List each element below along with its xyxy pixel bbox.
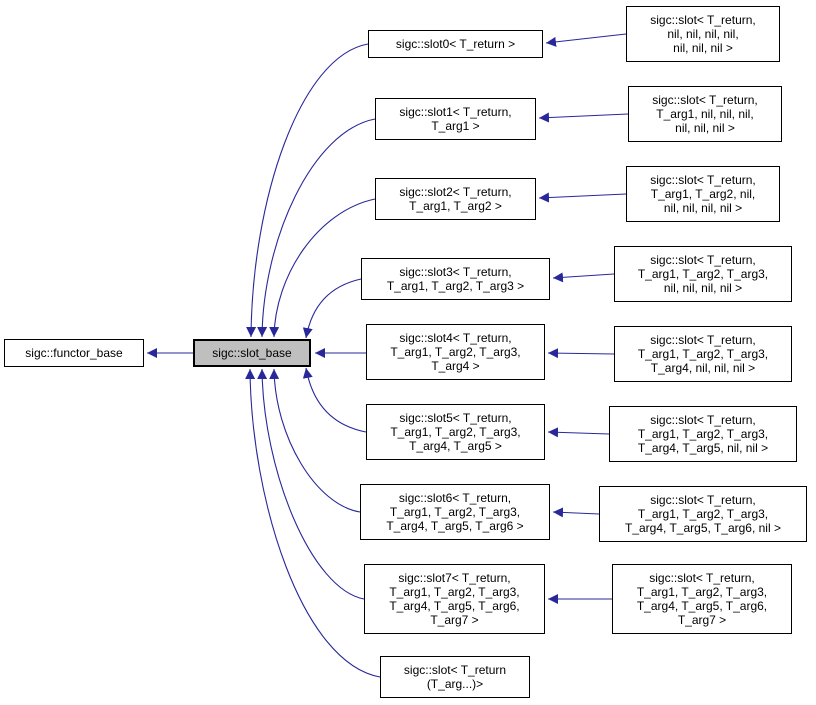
node-label-line: T_arg1, T_arg2, T_arg3 > [386,279,525,293]
node-label-line: nil, nil, nil > [675,121,735,135]
node-label-line: sigc::slot7< T_return, [398,571,511,585]
node-label-line: sigc::slot< T_return, [652,93,758,107]
edge-spec4-to-slot4 [548,353,614,354]
edge-slot3-to-slot-base [306,279,361,338]
node-label-line: T_arg4, T_arg5, T_arg6, nil > [625,521,781,535]
node-spec-slot-arg1[interactable] [628,86,782,142]
node-slot7[interactable] [364,564,545,634]
node-label-line: T_arg1, T_arg2, T_arg3, [389,585,520,599]
node-sigc-functor-base[interactable] [4,339,144,367]
node-spec-slot-arg2[interactable] [626,166,780,222]
node-label-line: sigc::slot< T_return, [649,571,755,585]
node-label-line: sigc::slot0< T_return > [395,37,516,51]
edge-spec3-to-slot3 [553,274,614,278]
node-label-line: T_arg4, T_arg5, T_arg6 > [386,519,524,533]
node-slot6[interactable] [360,484,550,540]
node-label-line: T_arg1, T_arg2 > [409,199,502,213]
edge-slot5-to-slot-base [306,368,366,432]
node-label-line: T_arg1, T_arg2, T_arg3, [637,427,769,441]
edge-slot0-to-slot-base [251,44,368,337]
node-label-line: nil, nil, nil, nil, [667,27,739,41]
node-label-line: nil, nil, nil, nil > [663,201,743,215]
node-spec-slot-arg5[interactable] [609,406,797,462]
node-label-line: sigc::slot< T_return, [650,13,756,27]
edge-spec2-to-slot2 [539,194,626,198]
edge-slot1-to-slot-base [262,119,375,337]
node-label-line: T_arg4, T_arg5 > [409,439,502,453]
node-label-line: sigc::slot5< T_return, [399,411,512,425]
node-label-line: sigc::slot2< T_return, [399,185,512,199]
node-spec-slot-arg7[interactable] [612,564,792,634]
node-label-line: sigc::slot< T_return, [650,413,756,427]
node-label-line: T_arg4, nil, nil, nil > [650,361,756,375]
node-label-line: (T_arg...)> [426,677,484,691]
node-label-line: T_arg4, T_arg5, nil, nil > [637,441,769,455]
edge-spec6-to-slot6 [553,512,599,514]
node-label-line: sigc::slot_base [212,346,292,360]
node-label-line: sigc::slot4< T_return, [399,331,512,345]
node-label-line: T_arg1 > [431,119,480,133]
node-label-line: T_arg1, T_arg2, T_arg3, [637,347,769,361]
node-label-line: sigc::slot< T_return, [650,253,756,267]
edge-spec0-to-slot0 [546,34,626,43]
node-spec-slot-arg4[interactable] [614,326,792,382]
node-label-line: T_arg1, T_arg2, nil, [650,187,756,201]
node-label-line: sigc::slot< T_return [403,663,507,677]
edge-spec5-to-slot5 [548,432,609,434]
node-label-line: T_arg1, T_arg2, T_arg3, [637,507,769,521]
node-slot0[interactable] [368,30,543,58]
node-label-line: sigc::functor_base [25,346,123,360]
node-label-line: sigc::slot3< T_return, [399,265,512,279]
node-label-line: sigc::slot1< T_return, [399,105,512,119]
node-spec-slot-arg3[interactable] [614,246,792,302]
node-label-line: T_arg1, T_arg2, T_arg3, [389,505,521,519]
node-label-line: T_arg1, nil, nil, nil, [656,107,754,121]
node-label-line: T_arg1, T_arg2, T_arg3, [390,345,521,359]
node-label-line: T_arg7 > [430,613,479,627]
node-label-line: T_arg7 > [677,613,727,627]
node-label-line: sigc::slot6< T_return, [398,491,512,505]
node-label-line: T_arg1, T_arg2, T_arg3, [390,425,521,439]
node-label-line: sigc::slot< T_return, [650,333,756,347]
node-slot3[interactable] [361,258,550,300]
node-label-line: nil, nil, nil > [673,41,733,55]
node-label-line: T_arg1, T_arg2, T_arg3, [636,585,768,599]
node-label-line: T_arg1, T_arg2, T_arg3, [637,267,769,281]
edge-spec1-to-slot1 [539,114,628,118]
node-spec-slot-nil7[interactable] [626,6,780,62]
node-label-line: sigc::slot< T_return, [650,493,756,507]
node-label-line: nil, nil, nil, nil > [663,281,743,295]
node-sigc-slot-base [193,339,311,367]
edge-slot6-to-slot-base [274,369,360,512]
node-label-line: T_arg4, T_arg5, T_arg6, [389,599,520,613]
node-slot2[interactable] [375,178,536,220]
node-label-line: T_arg4 > [431,359,480,373]
node-slot1[interactable] [375,98,536,140]
node-slot-variadic[interactable] [380,656,530,698]
node-spec-slot-arg6[interactable] [599,486,807,542]
node-slot5[interactable] [366,404,545,460]
node-slot4[interactable] [366,324,545,380]
node-label-line: sigc::slot< T_return, [650,173,756,187]
node-label-line: T_arg4, T_arg5, T_arg6, [636,599,768,613]
edge-slot2-to-slot-base [274,199,375,337]
